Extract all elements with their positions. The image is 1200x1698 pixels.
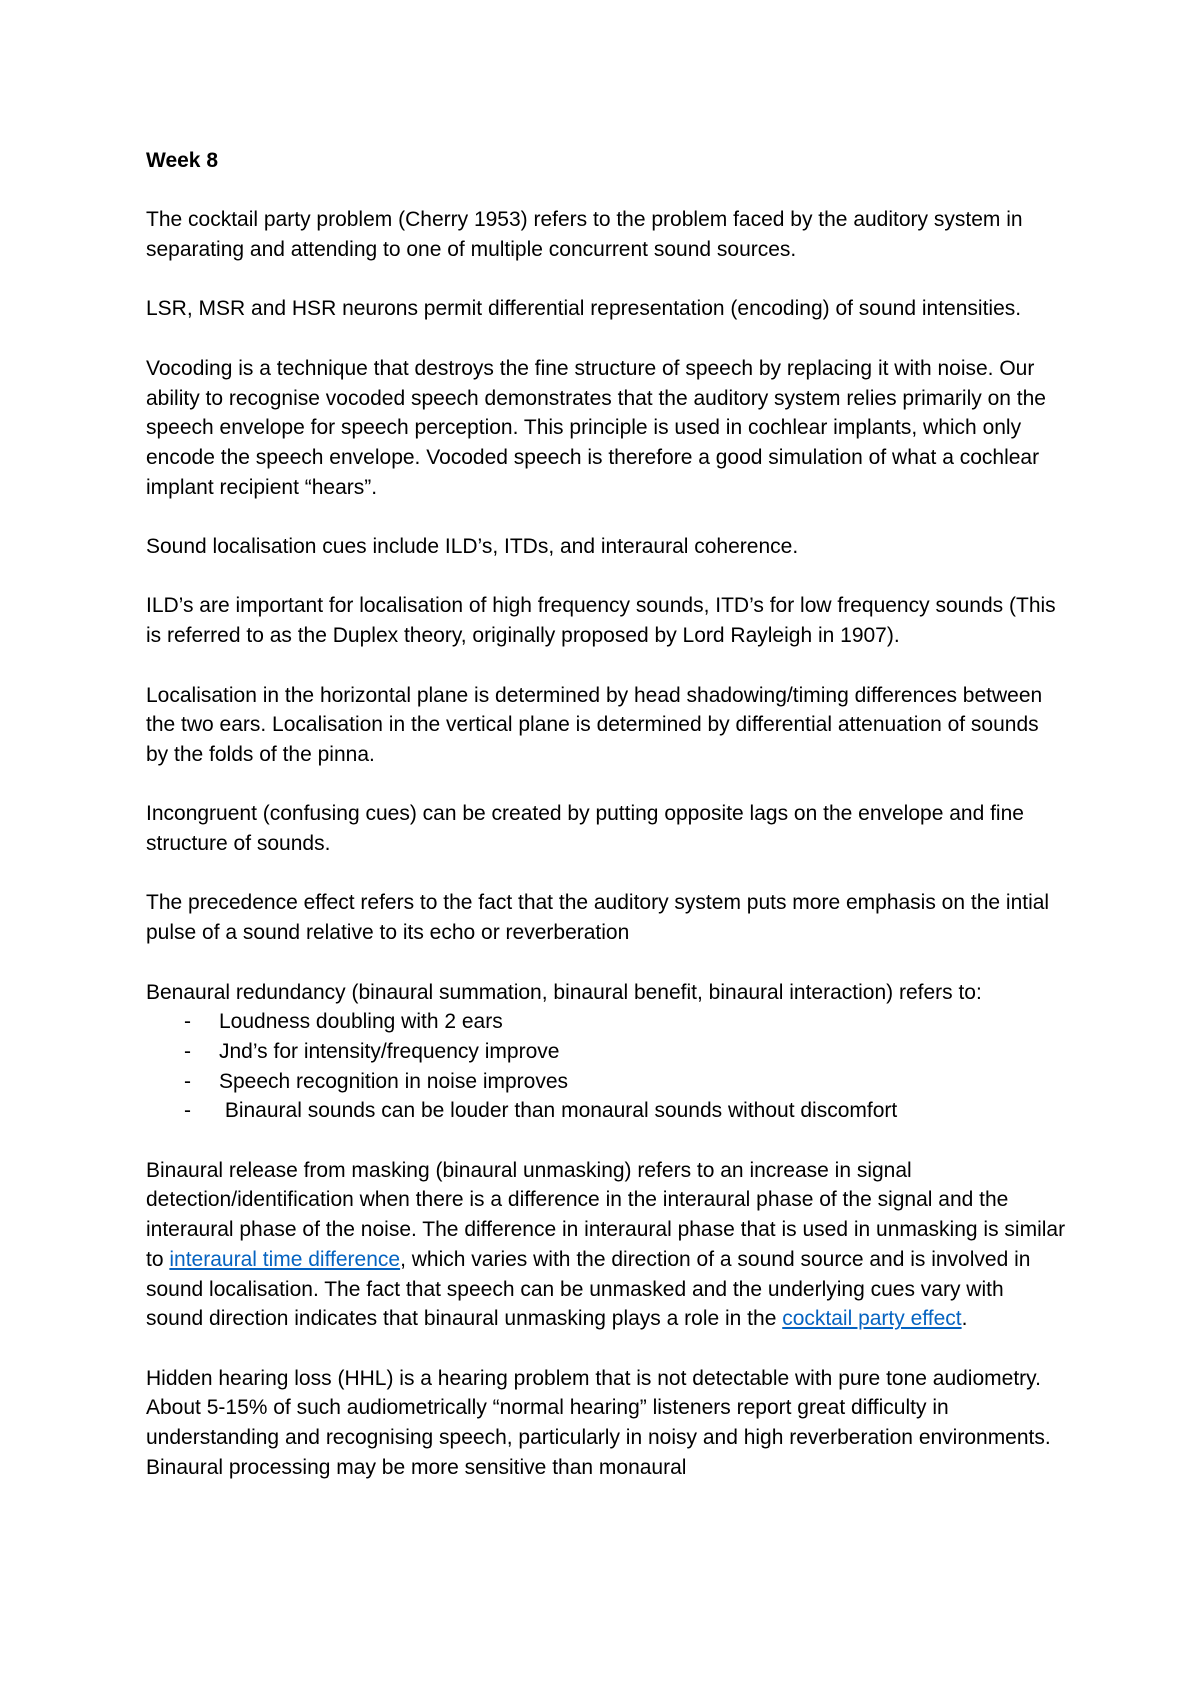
dash-bullet: - xyxy=(184,1010,191,1034)
list-item xyxy=(146,1096,1066,1126)
dash-bullet: - xyxy=(184,1039,191,1063)
paragraph-localisation-cues: Sound localisation cues include ILD’s, ITDs, and interaural coherence. xyxy=(146,535,799,559)
dash-bullet: - xyxy=(184,1099,191,1123)
list-item xyxy=(146,1067,1066,1097)
list-item-text: Jnd’s for intensity/frequency improve xyxy=(219,1039,560,1063)
list-item-text: Binaural sounds can be louder than monaural sounds without discomfort xyxy=(219,1099,898,1123)
paragraph-binaural-unmasking xyxy=(146,1156,1066,1334)
paragraph-incongruent-cues: Incongruent (confusing cues) can be created by putting opposite lags on the envelope and fine structure of sounds. xyxy=(146,802,1024,856)
unmasking-text-part2: , which varies with the direction of a sound source and is involved in sound localisation. The fact that speech can be unmasked and the underlying cues vary with sound direction indicates that binaural unmasking plays a role in the xyxy=(146,1247,1031,1331)
paragraph-horizontal-vertical-localisation: Localisation in the horizontal plane is determined by head shadowing/timing differences between the two ears. Localisation in the vertical plane is determined by differential attenuation of sounds by the folds of the pinna. xyxy=(146,683,1043,766)
list-item xyxy=(146,1007,1066,1037)
interaural-time-difference-link[interactable]: interaural time difference xyxy=(169,1247,401,1271)
paragraph-precedence-effect: The precedence effect refers to the fact that the auditory system puts more emphasis on the intial pulse of a sound relative to its echo or reverberation xyxy=(146,891,1050,945)
unmasking-text-part3: . xyxy=(961,1307,968,1331)
paragraph-hidden-hearing-loss: Hidden hearing loss (HHL) is a hearing problem that is not detectable with pure tone audiometry. About 5-15% of such audiometrically “normal hearing” listeners report great difficulty in understanding and recognising speech, particularly in noisy and high reverberation environments. Binaural processing may be more sensitive than monaural xyxy=(146,1366,1051,1479)
binaural-redundancy-block xyxy=(146,978,1066,1127)
document-title: Week 8 xyxy=(146,149,218,172)
unmasking-text-part1: Binaural release from masking (binaural unmasking) refers to an increase in signal detection/identification when there is a difference in the interaural phase of the signal and the interaural phase of the noise. The difference in interaural phase that is used in unmasking is similar to xyxy=(146,1158,1066,1271)
paragraph-cocktail-party-problem: The cocktail party problem (Cherry 1953) refers to the problem faced by the auditory system in separating and attending to one of multiple concurrent sound sources. xyxy=(146,208,1023,262)
document-page xyxy=(146,146,1066,1512)
binaural-redundancy-list xyxy=(146,1007,1066,1126)
paragraph-vocoding: Vocoding is a technique that destroys the fine structure of speech by replacing it with noise. Our ability to recognise vocoded speech demonstrates that the auditory system relies primarily on the speech envelope for speech perception. This principle is used in cochlear implants, which only encode the speech envelope. Vocoded speech is therefore a good simulation of what a cochlear implant recipient “hears”. xyxy=(146,356,1046,499)
paragraph-neuron-types: LSR, MSR and HSR neurons permit differential representation (encoding) of sound intensities. xyxy=(146,297,1022,321)
list-item-text: Speech recognition in noise improves xyxy=(219,1069,569,1093)
paragraph-binaural-redundancy: Benaural redundancy (binaural summation, binaural benefit, binaural interaction) refers to: xyxy=(146,980,982,1004)
dash-bullet: - xyxy=(184,1069,191,1093)
list-item xyxy=(146,1037,1066,1067)
list-item-text: Loudness doubling with 2 ears xyxy=(219,1010,503,1034)
cocktail-party-effect-link[interactable]: cocktail party effect xyxy=(782,1307,962,1331)
paragraph-duplex-theory: ILD’s are important for localisation of high frequency sounds, ITD’s for low frequency sounds (This is referred to as the Duplex theory, originally proposed by Lord Rayleigh in 1907). xyxy=(146,594,1056,648)
